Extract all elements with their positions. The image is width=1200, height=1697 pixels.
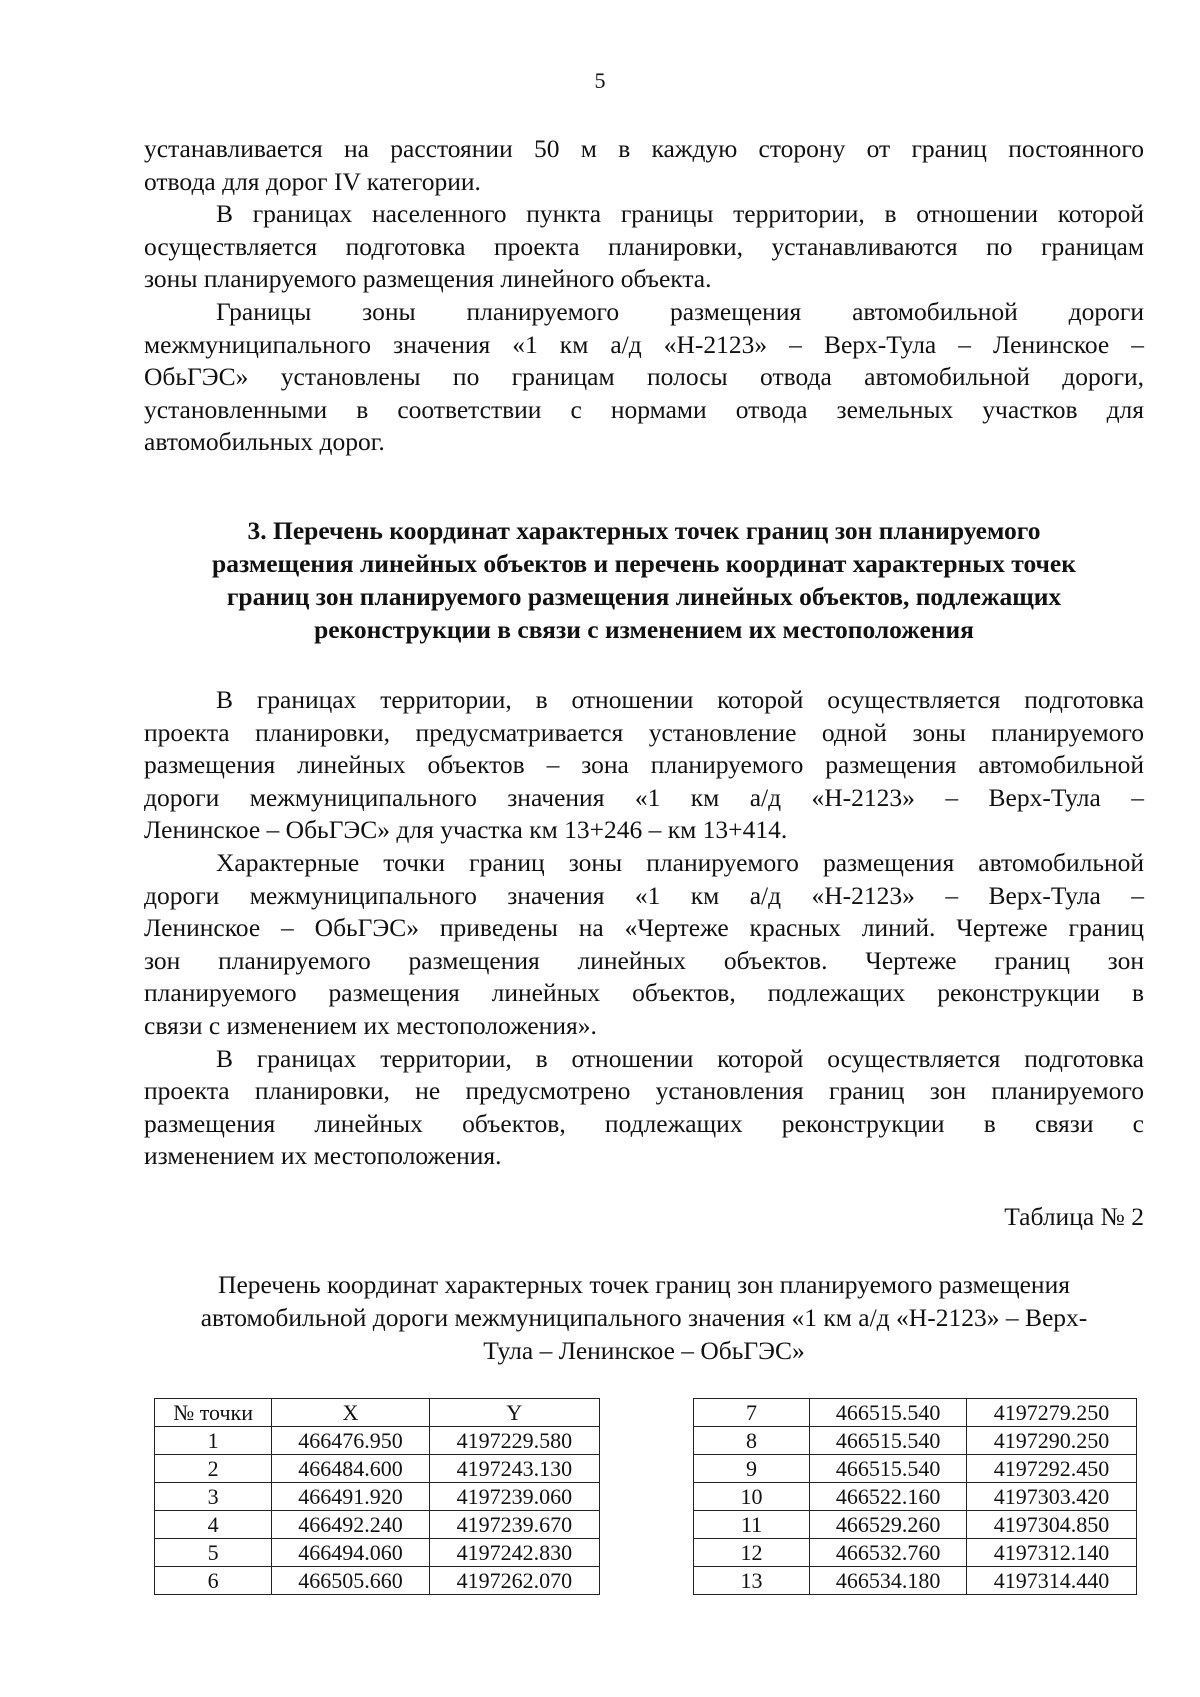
- paragraph-line: зоны планируемого размещения линейного объекта.: [144, 264, 712, 294]
- table-row: [155, 1539, 600, 1567]
- paragraph-line: зон планируемого размещения линейных объектов. Чертеже границ зон: [144, 945, 1144, 975]
- paragraph-line: осуществляется подготовка проекта планировки, устанавливаются по границам: [144, 231, 1144, 261]
- cell-point-number: 3: [155, 1483, 272, 1511]
- cell-x: 466476.950: [272, 1427, 429, 1455]
- table-row: [694, 1539, 1137, 1567]
- cell-y: 4197314.440: [967, 1567, 1137, 1595]
- paragraph-line: Характерные точки границ зоны планируемого размещения автомобильной: [216, 847, 1144, 877]
- paragraph-line: дороги межмуниципального значения «1 км а/д «Н-2123» – Верх-Тула –: [144, 782, 1144, 812]
- paragraph-single-zone: [144, 684, 1144, 847]
- cell-y: 4197239.060: [429, 1483, 599, 1511]
- coordinates-table-right: [693, 1398, 1137, 1595]
- cell-point-number: 4: [155, 1511, 272, 1539]
- paragraph-line: Ленинское – ОбьГЭС» для участка км 13+246 – км 13+414.: [144, 815, 788, 845]
- paragraph-line: размещения линейных объектов, подлежащих реконструкции в связи с: [144, 1108, 1144, 1138]
- cell-y: 4197290.250: [967, 1427, 1137, 1455]
- table-caption-line: автомобильной дороги межмуниципального значения «1 км а/д «Н-2123» – Верх-: [200, 1303, 1088, 1332]
- cell-point-number: 7: [694, 1399, 810, 1427]
- paragraph-continuation: [144, 133, 1144, 198]
- cell-y: 4197304.850: [967, 1511, 1137, 1539]
- cell-point-number: 10: [694, 1483, 810, 1511]
- paragraph-line: отвода для дорог IV категории.: [144, 166, 481, 196]
- cell-y: 4197229.580: [429, 1427, 599, 1455]
- paragraph-line: ОбьГЭС» установлены по границам полосы отвода автомобильной дороги,: [144, 362, 1144, 392]
- cell-y: 4197303.420: [967, 1483, 1137, 1511]
- paragraph-line: проекта планировки, не предусмотрено установления границ зон планируемого: [144, 1076, 1144, 1106]
- cell-y: 4197312.140: [967, 1539, 1137, 1567]
- paragraph-line: В границах территории, в отношении которой осуществляется подготовка: [216, 1043, 1144, 1073]
- paragraph-line: межмуниципального значения «1 км а/д «Н-2123» – Верх-Тула – Ленинское –: [144, 329, 1144, 359]
- cell-y: 4197239.670: [429, 1511, 599, 1539]
- cell-x: 466529.260: [810, 1511, 967, 1539]
- cell-x: 466494.060: [272, 1539, 429, 1567]
- cell-x: 466515.540: [810, 1427, 967, 1455]
- cell-point-number: 2: [155, 1455, 272, 1483]
- table-row: [694, 1399, 1137, 1427]
- table-row: [155, 1483, 600, 1511]
- table-caption-line: Перечень координат характерных точек границ зон планируемого размещения: [218, 1270, 1070, 1299]
- table-row: [155, 1427, 600, 1455]
- header-y: Y: [429, 1399, 599, 1427]
- paragraph-line: установленными в соответствии с нормами отвода земельных участков для: [144, 394, 1144, 424]
- section-title-line: реконструкции в связи с изменением их местоположения: [314, 615, 974, 644]
- table-row: [694, 1427, 1137, 1455]
- paragraph-line: Границы зоны планируемого размещения автомобильной дороги: [216, 296, 1144, 326]
- paragraph-line: изменением их местоположения.: [144, 1141, 502, 1171]
- cell-point-number: 9: [694, 1455, 810, 1483]
- paragraph-line: дороги межмуниципального значения «1 км а/д «Н-2123» – Верх-Тула –: [144, 880, 1144, 910]
- cell-point-number: 11: [694, 1511, 810, 1539]
- table-header-row: [155, 1399, 600, 1427]
- paragraph-line: связи с изменением их местоположения».: [144, 1010, 597, 1040]
- section-title-line: размещения линейных объектов и перечень координат характерных точек: [212, 549, 1076, 578]
- header-x: X: [272, 1399, 429, 1427]
- header-point-number: № точки: [155, 1399, 272, 1427]
- paragraph-line: размещения линейных объектов – зона планируемого размещения автомобильной: [144, 750, 1144, 780]
- paragraph-zone-boundaries: [144, 296, 1144, 459]
- section-title-line: 3. Перечень координат характерных точек границ зон планируемого: [247, 516, 1041, 545]
- table-label: Таблица № 2: [1004, 1202, 1144, 1231]
- paragraph-line: В границах населенного пункта границы территории, в отношении которой: [216, 199, 1144, 229]
- cell-point-number: 1: [155, 1427, 272, 1455]
- cell-point-number: 13: [694, 1567, 810, 1595]
- coordinates-table-left: [154, 1398, 600, 1595]
- cell-y: 4197292.450: [967, 1455, 1137, 1483]
- paragraph-no-reconstruction: [144, 1043, 1144, 1173]
- table-caption-line: Тула – Ленинское – ОбьГЭС»: [483, 1336, 805, 1365]
- top-text-block: [144, 133, 1144, 459]
- cell-y: 4197243.130: [429, 1455, 599, 1483]
- cell-x: 466505.660: [272, 1567, 429, 1595]
- table-row: [155, 1455, 600, 1483]
- paragraph-line: устанавливается на расстоянии 50 м в каждую сторону от границ постоянного: [144, 134, 1144, 163]
- cell-point-number: 12: [694, 1539, 810, 1567]
- cell-y: 4197279.250: [967, 1399, 1137, 1427]
- paragraph-line: автомобильных дорог.: [144, 427, 385, 457]
- table-row: [694, 1455, 1137, 1483]
- cell-x: 466491.920: [272, 1483, 429, 1511]
- paragraph-settlement-boundaries: [144, 198, 1144, 296]
- cell-point-number: 6: [155, 1567, 272, 1595]
- cell-x: 466515.540: [810, 1455, 967, 1483]
- cell-x: 466515.540: [810, 1399, 967, 1427]
- cell-x: 466534.180: [810, 1567, 967, 1595]
- section-title-line: границ зон планируемого размещения линейных объектов, подлежащих: [226, 582, 1062, 611]
- cell-x: 466492.240: [272, 1511, 429, 1539]
- paragraph-line: В границах территории, в отношении которой осуществляется подготовка: [216, 685, 1144, 714]
- table-row: [694, 1567, 1137, 1595]
- paragraph-characteristic-points: [144, 847, 1144, 1043]
- cell-x: 466522.160: [810, 1483, 967, 1511]
- body-text-block: [144, 684, 1144, 1173]
- cell-point-number: 8: [694, 1427, 810, 1455]
- paragraph-line: планируемого размещения линейных объектов, подлежащих реконструкции в: [144, 978, 1144, 1008]
- paragraph-line: проекта планировки, предусматривается установление одной зоны планируемого: [144, 717, 1144, 747]
- table-row: [155, 1567, 600, 1595]
- cell-x: 466484.600: [272, 1455, 429, 1483]
- section-title: [144, 514, 1144, 646]
- table-row: [155, 1511, 600, 1539]
- cell-x: 466532.760: [810, 1539, 967, 1567]
- page-number: 5: [594, 68, 606, 93]
- table-row: [694, 1511, 1137, 1539]
- table-caption: [144, 1268, 1144, 1367]
- cell-point-number: 5: [155, 1539, 272, 1567]
- table-row: [694, 1483, 1137, 1511]
- paragraph-line: Ленинское – ОбьГЭС» приведены на «Чертеже красных линий. Чертеже границ: [144, 913, 1144, 943]
- cell-y: 4197242.830: [429, 1539, 599, 1567]
- cell-y: 4197262.070: [429, 1567, 599, 1595]
